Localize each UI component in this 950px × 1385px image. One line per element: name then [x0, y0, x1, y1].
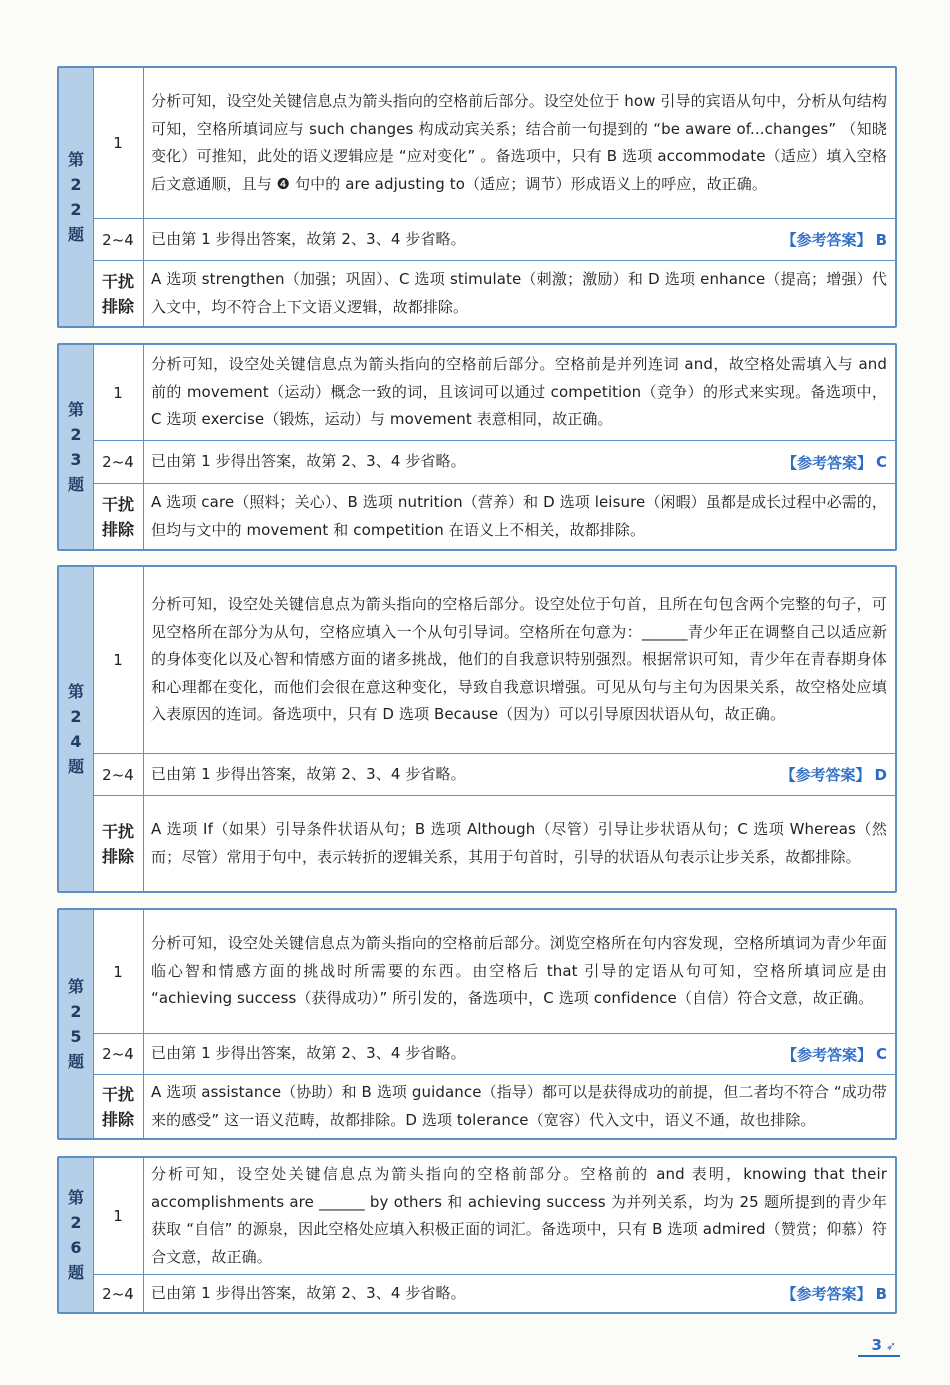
- answer-badge: 【参考答案】 C: [781, 453, 887, 472]
- distractor-text: A 选项 If（如果）引导条件状语从句；B 选项 Although（尽管）引导让步状语从句；C 选项 Whereas（然而；尽管）常用于句中，表示转折的逻辑关系，其用于句首时，引导的状语从句表示让步关系，故都排除。: [151, 820, 887, 866]
- step1-row: 1 分析可知，设空处关键信息点为箭头指向的空格后部分。设空处位于句首，且所在句包含两个完整的句子，可见空格所在部分为从句，空格应填入一个从句引导词。空格所在句意为：______青少年正在调整自己以适应新的身体变化以及心智和情感方面的诸多挑战，他们的自我意识特别强烈。根据常识可知，青少年在青春期身体和心理都在变化，而他们会很在意这种变化，导致自我意识增强。可见从句与主句为因果关系，故空格处应填入表原因的连词。备选项中，只有 D 选项 Because（因为）可以引导原因状语从句，故正确。: [93, 567, 895, 753]
- answer-badge: 【参考答案】 D: [780, 765, 887, 784]
- step1-row: 1 分析可知，设空处关键信息点为箭头指向的空格前后部分。设空处位于 how 引导的宾语从句中，分析从句结构可知，空格所填词应与 such changes 构成动宾关系；结合前一句提到的 “be aware of...changes” （知晓变化）可推知，此处的语义逻辑应是 “应对变化” 。备选项中，只有 B 选项 accommodate（适应）填入空格后文意通顺，且与 ❹ 句中的 are adjusting to（适应；调节）形成语义上的呼应，故正确。: [93, 68, 895, 218]
- page-number: 3 ➶: [858, 1336, 901, 1357]
- distractor-row: 干扰 排除 A 选项 assistance（协助）和 B 选项 guidance（指导）都可以是获得成功的前提，但二者均不符合 “成功带来的感受” 这一语义范畴，故都排除。D 选项 tolerance（宽容）代入文中，语义不通，故也排除。: [93, 1074, 895, 1138]
- distractor-row: 干扰 排除 A 选项 If（如果）引导条件状语从句；B 选项 Although（尽管）引导让步状语从句；C 选项 Whereas（然而；尽管）常用于句中，表示转折的逻辑关系，其用于句首时，引导的状语从句表示让步关系，故都排除。: [93, 795, 895, 891]
- question-label-24: 第24题: [59, 567, 94, 891]
- question-label-26: 第26题: [59, 1158, 94, 1312]
- step2-4-row: 2~4 已由第 1 步得出答案，故第 2、3、4 步省略。 【参考答案】 B: [93, 1274, 895, 1312]
- step2-4-text: 已由第 1 步得出答案，故第 2、3、4 步省略。: [151, 229, 466, 248]
- distractor-text: A 选项 strengthen（加强；巩固）、C 选项 stimulate（刺激；激励）和 D 选项 enhance（提高；增强）代入文中，均不符合上下文语义逻辑，故都排除。: [151, 270, 887, 316]
- step2-4-text: 已由第 1 步得出答案，故第 2、3、4 步省略。: [151, 452, 466, 471]
- step1-row: 1 分析可知，设空处关键信息点为箭头指向的空格前部分。空格前的 and 表明，knowing that their accomplishments are ______ by others 和 achieving success 为并列关系，均为 25 题所提到的青少年获取 “自信” 的源泉，因此空格处应填入积极正面的词汇。备选项中，只有 B 选项 admired（赞赏；仰慕）符合文意，故正确。: [93, 1158, 895, 1274]
- question-label-25: 第25题: [59, 910, 94, 1138]
- distractor-row: 干扰 排除 A 选项 care（照料；关心）、B 选项 nutrition（营养）和 D 选项 leisure（闲暇）虽都是成长过程中必需的，但均与文中的 movement 和 competition 在语义上不相关，故都排除。: [93, 483, 895, 549]
- distractor-text: A 选项 assistance（协助）和 B 选项 guidance（指导）都可以是获得成功的前提，但二者均不符合 “成功带来的感受” 这一语义范畴，故都排除。D 选项 tolerance（宽容）代入文中，语义不通，故也排除。: [151, 1083, 887, 1129]
- step2-4-text: 已由第 1 步得出答案，故第 2、3、4 步省略。: [151, 1283, 466, 1302]
- distractor-row: 干扰 排除 A 选项 strengthen（加强；巩固）、C 选项 stimulate（刺激；激励）和 D 选项 enhance（提高；增强）代入文中，均不符合上下文语义逻辑，故都排除。: [93, 260, 895, 326]
- step2-4-row: 2~4 已由第 1 步得出答案，故第 2、3、4 步省略。 【参考答案】 C: [93, 440, 895, 483]
- step2-4-text: 已由第 1 步得出答案，故第 2、3、4 步省略。: [151, 1044, 466, 1063]
- question-label-23: 第23题: [59, 345, 94, 549]
- distractor-text: A 选项 care（照料；关心）、B 选项 nutrition（营养）和 D 选项 leisure（闲暇）虽都是成长过程中必需的，但均与文中的 movement 和 competition 在语义上不相关，故都排除。: [151, 493, 887, 539]
- answer-badge: 【参考答案】 B: [781, 230, 887, 249]
- answer-badge: 【参考答案】 C: [781, 1045, 887, 1064]
- question-block-24: [57, 565, 897, 893]
- question-block-25: [57, 908, 897, 1140]
- question-block-22: [57, 66, 897, 328]
- question-block-23: [57, 343, 897, 551]
- step1-text: 分析可知，设空处关键信息点为箭头指向的空格前后部分。空格前是并列连词 and，故空格处需填入与 and 前的 movement（运动）概念一致的词，且该词可以通过 competition（竞争）的形式来实现。备选项中，C 选项 exercise（锻炼，运动）与 movement 表意相同，故正确。: [151, 355, 887, 429]
- step2-4-text: 已由第 1 步得出答案，故第 2、3、4 步省略。: [151, 764, 466, 783]
- answer-badge: 【参考答案】 B: [781, 1284, 887, 1303]
- step2-4-row: 2~4 已由第 1 步得出答案，故第 2、3、4 步省略。 【参考答案】 D: [93, 753, 895, 795]
- book-icon: ➶: [885, 1339, 896, 1353]
- question-block-26: [57, 1156, 897, 1314]
- step1-text: 分析可知，设空处关键信息点为箭头指向的空格前后部分。浏览空格所在句内容发现，空格所填词为青少年面临心智和情感方面的挑战时所需要的东西。由空格后 that 引导的定语从句可知，空格所填词应是由 “achieving success（获得成功）” 所引发的，备选项中，C 选项 confidence（自信）符合文意，故正确。: [151, 934, 887, 1008]
- step1-text: 分析可知，设空处关键信息点为箭头指向的空格后部分。设空处位于句首，且所在句包含两个完整的句子，可见空格所在部分为从句，空格应填入一个从句引导词。空格所在句意为：______青少年正在调整自己以适应新的身体变化以及心智和情感方面的诸多挑战，他们的自我意识特别强烈。根据常识可知，青少年在青春期身体和心理都在变化，而他们会很在意这种变化，导致自我意识增强。可见从句与主句为因果关系，故空格处应填入表原因的连词。备选项中，只有 D 选项 Because（因为）可以引导原因状语从句，故正确。: [151, 595, 887, 724]
- question-label-22: 第22题: [59, 68, 94, 326]
- step1-row: 1 分析可知，设空处关键信息点为箭头指向的空格前后部分。浏览空格所在句内容发现，空格所填词为青少年面临心智和情感方面的挑战时所需要的东西。由空格后 that 引导的定语从句可知，空格所填词应是由 “achieving success（获得成功）” 所引发的，备选项中，C 选项 confidence（自信）符合文意，故正确。: [93, 910, 895, 1033]
- step2-4-row: 2~4 已由第 1 步得出答案，故第 2、3、4 步省略。 【参考答案】 B: [93, 218, 895, 260]
- step1-text: 分析可知，设空处关键信息点为箭头指向的空格前后部分。设空处位于 how 引导的宾语从句中，分析从句结构可知，空格所填词应与 such changes 构成动宾关系；结合前一句提到的 “be aware of...changes” （知晓变化）可推知，此处的语义逻辑应是 “应对变化” 。备选项中，只有 B 选项 accommodate（适应）填入空格后文意通顺，且与 ❹ 句中的 are adjusting to（适应；调节）形成语义上的呼应，故正确。: [151, 92, 887, 193]
- step1-text: 分析可知，设空处关键信息点为箭头指向的空格前部分。空格前的 and 表明，knowing that their accomplishments are ______ by others 和 achieving success 为并列关系，均为 25 题所提到的青少年获取 “自信” 的源泉，因此空格处应填入积极正面的词汇。备选项中，只有 B 选项 admired（赞赏；仰慕）符合文意，故正确。: [151, 1165, 887, 1266]
- step2-4-row: 2~4 已由第 1 步得出答案，故第 2、3、4 步省略。 【参考答案】 C: [93, 1033, 895, 1074]
- step1-row: 1 分析可知，设空处关键信息点为箭头指向的空格前后部分。空格前是并列连词 and，故空格处需填入与 and 前的 movement（运动）概念一致的词，且该词可以通过 competition（竞争）的形式来实现。备选项中，C 选项 exercise（锻炼，运动）与 movement 表意相同，故正确。: [93, 345, 895, 440]
